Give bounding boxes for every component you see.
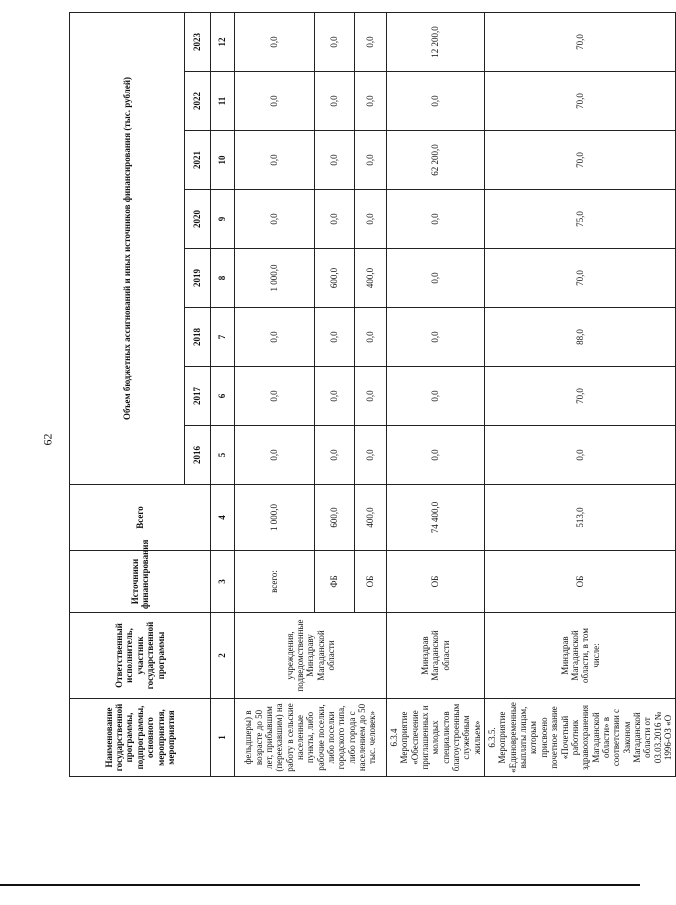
year-2021: 2021 (185, 131, 211, 190)
row-value: 75,0 (485, 190, 676, 249)
year-2022: 2022 (185, 72, 211, 131)
row-source: ОБ (355, 551, 387, 613)
row-name: 6.3.5. Мероприятие «Единовременные выплаты лицам, которым присвоено почетное звание «Почетный работник здравоохранения Магаданской области» в соответствии с Законом Магаданской области от 03.03.2016 № 1996-ОЗ «О (485, 699, 676, 777)
header-source: Источники финансирования (70, 551, 211, 613)
col-number: 7 (211, 308, 235, 367)
row-value: 0,0 (315, 131, 355, 190)
header-executor: Ответственный исполнитель, участник государственной программы (70, 613, 211, 699)
row-value: 0,0 (387, 190, 485, 249)
row-value: 0,0 (235, 72, 315, 131)
row-value: 0,0 (315, 72, 355, 131)
col-number: 4 (211, 485, 235, 551)
year-2023: 2023 (185, 12, 211, 71)
row-value: 88,0 (485, 308, 676, 367)
header-total: Всего (70, 485, 211, 551)
row-value: 0,0 (387, 308, 485, 367)
row-value: 0,0 (235, 367, 315, 426)
row-value: 1 000,0 (235, 249, 315, 308)
funding-table (69, 12, 676, 777)
row-value: 0,0 (355, 131, 387, 190)
col-number: 1 (211, 699, 235, 777)
row-name: фельдшеры) в возрасте до 50 лет, прибывшим (переехавшим) на работу в сельские населенные пункты, либо рабочие поселки, либо поселки городского типа, либо города с населением до 50 тыс. человек» (235, 699, 387, 777)
row-value: 70,0 (485, 72, 676, 131)
row-value: 0,0 (355, 12, 387, 71)
col-number: 10 (211, 131, 235, 190)
row-executor: Минздрав Магаданской области (387, 613, 485, 699)
year-2018: 2018 (185, 308, 211, 367)
col-number: 8 (211, 249, 235, 308)
row-total: 600,0 (315, 485, 355, 551)
row-source: всего: (235, 551, 315, 613)
row-value: 0,0 (235, 190, 315, 249)
year-2016: 2016 (185, 426, 211, 485)
row-value: 12 200,0 (387, 12, 485, 71)
rotated-table-container (69, 12, 673, 777)
row-value: 400,0 (355, 249, 387, 308)
row-value: 0,0 (315, 367, 355, 426)
row-value: 0,0 (355, 426, 387, 485)
year-2019: 2019 (185, 249, 211, 308)
row-value: 0,0 (387, 249, 485, 308)
year-2017: 2017 (185, 367, 211, 426)
row-value: 70,0 (485, 249, 676, 308)
row-total: 513,0 (485, 485, 676, 551)
row-value: 0,0 (315, 12, 355, 71)
row-value: 0,0 (355, 308, 387, 367)
footer-rule (0, 884, 640, 886)
row-value: 0,0 (485, 426, 676, 485)
row-source: ОБ (485, 551, 676, 613)
header-name: Наименование государственной программы, подпрограммы, основного мероприятия, мероприятия (70, 699, 211, 777)
row-name: 6.3.4 Мероприятие «Обеспечение приглашенных и молодых специалистов благоустроенным служебным жильем» (387, 699, 485, 777)
header-row (70, 12, 185, 776)
row-value: 0,0 (355, 190, 387, 249)
row-total: 1 000,0 (235, 485, 315, 551)
table-row (485, 12, 676, 776)
col-number: 6 (211, 367, 235, 426)
col-number: 9 (211, 190, 235, 249)
row-executor: Минздрав Магаданской области, в том числе: (485, 613, 676, 699)
header-funding-title: Объем бюджетных ассигнований и иных источников финансирования (тыс. рублей) (70, 12, 185, 484)
row-value: 0,0 (315, 426, 355, 485)
row-source: ФБ (315, 551, 355, 613)
row-value: 0,0 (387, 367, 485, 426)
row-value: 0,0 (235, 131, 315, 190)
row-value: 0,0 (235, 12, 315, 71)
row-value: 0,0 (315, 190, 355, 249)
table-row (387, 12, 485, 776)
row-total: 74 400,0 (387, 485, 485, 551)
row-value: 0,0 (387, 72, 485, 131)
row-total: 400,0 (355, 485, 387, 551)
row-value: 70,0 (485, 367, 676, 426)
row-value: 0,0 (315, 308, 355, 367)
year-2020: 2020 (185, 190, 211, 249)
row-value: 62 200,0 (387, 131, 485, 190)
table-row (235, 12, 315, 776)
row-executor: учреждения, подведомственные Минздраву Магаданской области (235, 613, 387, 699)
row-value: 0,0 (235, 308, 315, 367)
row-value: 0,0 (387, 426, 485, 485)
row-value: 0,0 (355, 367, 387, 426)
col-number: 3 (211, 551, 235, 613)
col-number: 12 (211, 12, 235, 71)
row-value: 70,0 (485, 131, 676, 190)
row-value: 0,0 (355, 72, 387, 131)
col-number: 2 (211, 613, 235, 699)
row-value: 600,0 (315, 249, 355, 308)
row-value: 70,0 (485, 12, 676, 71)
column-number-row (211, 12, 235, 776)
col-number: 5 (211, 426, 235, 485)
col-number: 11 (211, 72, 235, 131)
row-value: 0,0 (235, 426, 315, 485)
page-number: 62 (40, 433, 55, 446)
row-source: ОБ (387, 551, 485, 613)
